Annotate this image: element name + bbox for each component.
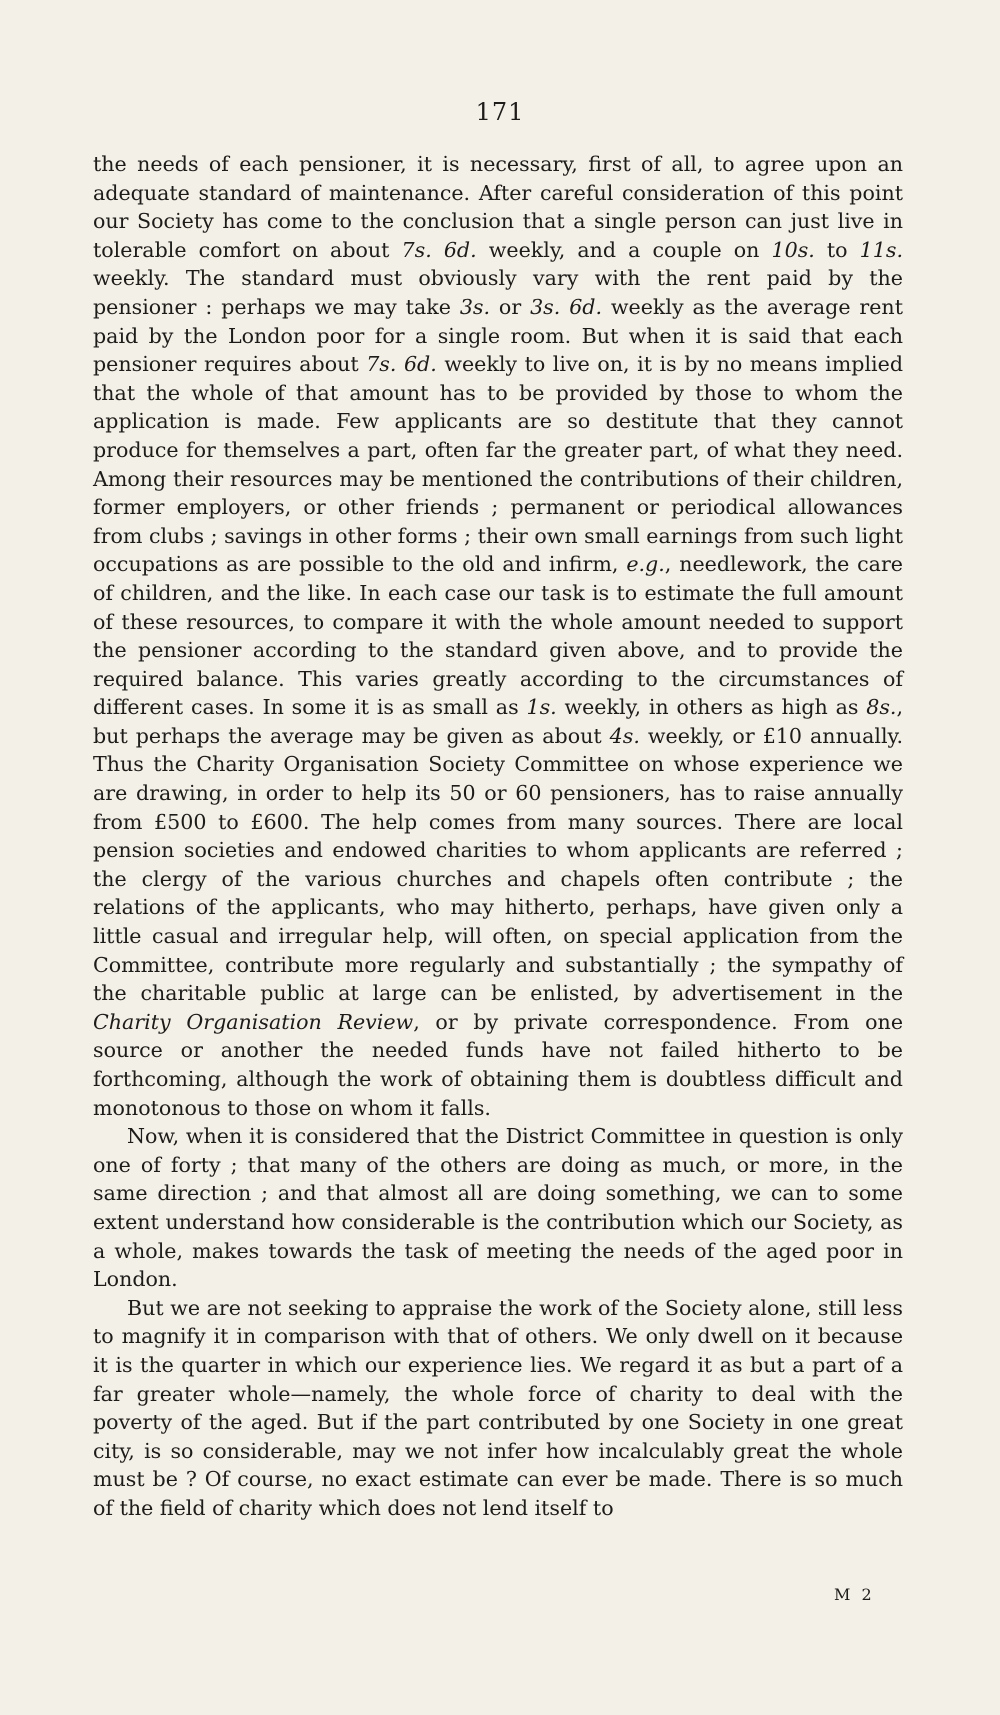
italic-text: 3s. — [459, 294, 491, 319]
italic-text: 10s. — [771, 237, 815, 262]
text-run: weekly to live on, it is by no means implied that the whole of that amount has to be provided by those to whom the application is made. Few applicants are so destitute that they cannot produce for themselves a part, often far the greater part, of what they need. Among their resources may be mentioned the contributions of their children, former employers, or other friends ; permanent or periodical allowances from clubs ; savings in other forms ; their own small earnings from such light occupations as are possible to the old and infirm, — [93, 352, 903, 577]
paragraph — [93, 1294, 903, 1523]
paragraph — [93, 1122, 903, 1294]
italic-text: 1s. — [526, 695, 557, 720]
italic-text: 8s. — [866, 695, 897, 720]
text-run: , needlework, the care of children, and the like. In each case our task is to estimate the full amount of these resources, to compare it with the whole amount needed to support the pensioner according to the standard given above, and to provide the required balance. This varies greatly according to the circumstances of different cases. In some it is as small as — [93, 552, 903, 720]
italic-text: 3s. 6d. — [530, 294, 603, 319]
text-run: weekly, or £10 annually. Thus the Charity Organisation Society Committee on whose experience we are drawing, in order to help its 50 or 60 pensioners, has to raise annually from £500 to £600. The help comes from many sources. There are local pension societies and endowed charities to whom applicants are referred ; the clergy of the various churches and chapels often contribute ; the relations of the applicants, who may hitherto, perhaps, have given only a little casual and irregular help, will often, on special application from the Committee, contribute more regularly and substantially ; the sympathy of the charitable public at large can be enlisted, by advertisement in the — [93, 723, 903, 1006]
text-run: , but perhaps the average may be given as about — [93, 695, 904, 748]
page-number: 171 — [475, 98, 525, 126]
signature-mark: M 2 — [834, 1585, 875, 1604]
italic-text: 7s. 6d. — [401, 237, 477, 262]
body-text — [93, 150, 903, 1523]
text-run: the needs of each pensioner, it is necessary, first of all, to agree upon an adequate standard of maintenance. After careful consideration of this point our Society has come to the conclusion that a single person can just live in tolerable comfort on about — [93, 152, 903, 262]
italic-text: Charity Organisation Review — [93, 1009, 414, 1034]
text-run: But we are not seeking to appraise the work of the Society alone, still less to magnify it in comparison with that of others. We only dwell on it because it is the quarter in which our experience lies. We regard it as but a part of a far greater whole—namely, the whole force of charity to deal with the poverty of the aged. But if the part contributed by one Society in one great city, is so considerable, may we not infer how incalculably great the whole must be ? Of course, no exact estimate can ever be made. There is so much of the field of charity which does not lend itself to — [93, 1295, 903, 1520]
italic-text: 4s. — [609, 723, 640, 748]
text-run: or — [490, 294, 531, 319]
text-run: , or by private correspondence. From one source or another the needed funds have not failed hitherto to be forthcoming, although the work of obtaining them is doubtless difficult and monotonous to those on whom it falls. — [93, 1009, 904, 1120]
text-run: weekly. The standard must obviously vary with the rent paid by the pensioner : perhaps we may take — [93, 266, 903, 319]
italic-text: e.g. — [626, 552, 665, 577]
text-run: weekly, and a couple on — [476, 237, 772, 262]
text-run: weekly as the average rent paid by the London poor for a single room. But when it is said that each pensioner requires about — [93, 294, 903, 377]
italic-text: 11s. — [859, 237, 903, 262]
text-run: to — [814, 237, 860, 262]
paragraph — [93, 150, 903, 1122]
text-run: Now, when it is considered that the District Committee in question is only one of forty ; that many of the others are doing as much, or more, in the same direction ; and that almost all are doing something, we can to some extent understand how considerable is the contribution which our Society, as a whole, makes towards the task of meeting the needs of the aged poor in London. — [93, 1124, 903, 1292]
text-run: weekly, in others as high as — [556, 695, 867, 720]
italic-text: 7s. 6d. — [366, 352, 437, 377]
